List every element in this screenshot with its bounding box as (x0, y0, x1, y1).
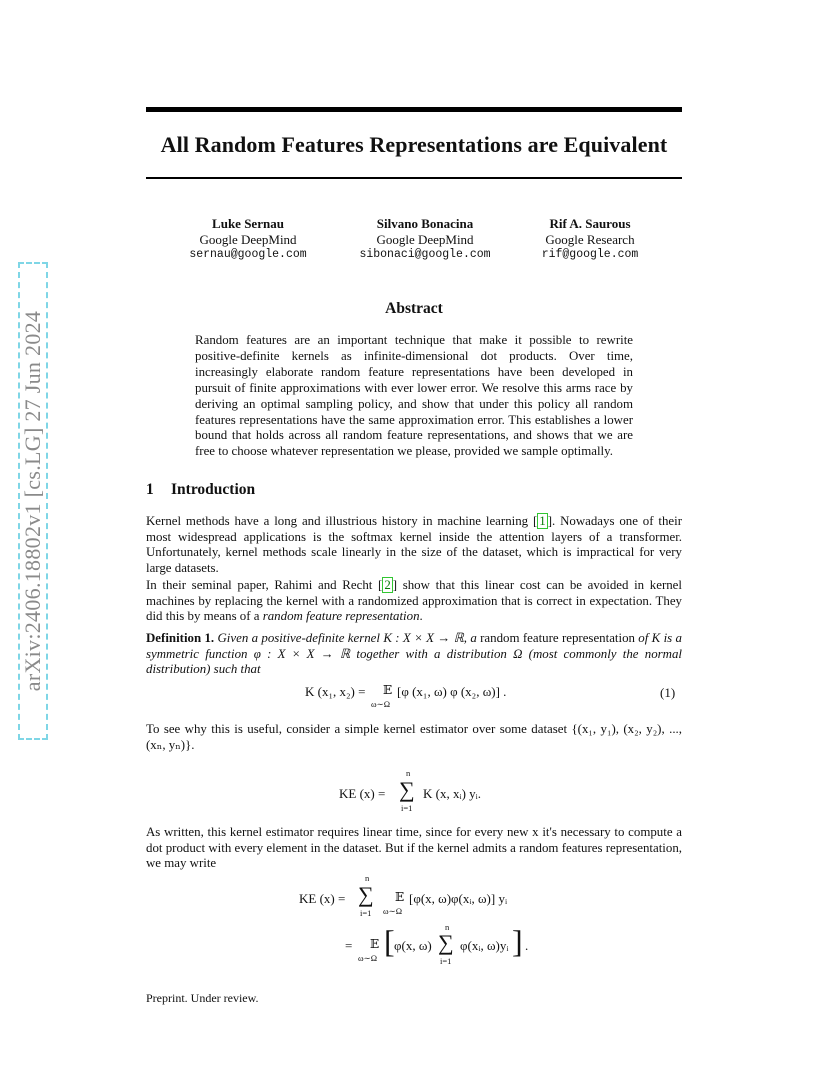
eq4-inner-b: φ(xᵢ, ω)yᵢ (460, 938, 509, 953)
author-email[interactable]: rif@google.com (541, 248, 639, 261)
eq1-rhs: [φ (x₁, ω) φ (x₂, ω)] . (397, 684, 507, 699)
eq3-sum-top: n (365, 873, 370, 883)
text-run: random feature representation (480, 631, 635, 645)
eq1-lhs: K (x₁, x₂) = (305, 684, 366, 699)
eq3-expectation: 𝔼 (395, 890, 405, 904)
author-name: Luke Sernau (212, 216, 284, 231)
eq3-lhs: KE (x) = (299, 891, 346, 906)
citation-link[interactable]: 2 (384, 578, 391, 592)
left-bracket: [ (384, 923, 395, 959)
text-run: ] show that this linear cost can be avoided in kernel machines by replacing the kernel with a randomized approximation that is correct in expectation. They did this by means of a (146, 578, 682, 624)
text-run: Kernel methods have a long and illustrious history in machine learning [ (146, 514, 538, 528)
summation-symbol: ∑ (399, 777, 415, 802)
summation-symbol: ∑ (358, 882, 374, 907)
author-2 (350, 216, 500, 263)
section-number: 1 (146, 481, 154, 498)
author-email[interactable]: sibonaci@google.com (359, 248, 491, 261)
eq4-subscript: ω∼Ω (358, 953, 378, 963)
equation-number: (1) (660, 685, 676, 700)
paper-title: All Random Features Representations are Equivalent (160, 132, 668, 157)
arxiv-stamp-text: arXiv:2406.18802v1 [cs.LG] 27 Jun 2024 (20, 310, 45, 692)
text-run: Given a positive-definite kernel K : X × X → ℝ, a (214, 631, 481, 645)
author-email[interactable]: sernau@google.com (189, 248, 307, 261)
author-affiliation: Google DeepMind (376, 231, 474, 247)
author-name: Rif A. Saurous (549, 216, 631, 231)
section-title: Introduction (171, 481, 256, 498)
paragraph-3: To see why this is useful, consider a simple kernel estimator over some dataset {(x₁, y₁), (x₂, y₂), ..., (xₙ, yₙ)}. (146, 722, 682, 752)
eq3-sum-bottom: i=1 (360, 908, 372, 918)
eq4-sum-top: n (445, 922, 450, 932)
author-name: Silvano Bonacina (376, 216, 474, 231)
paragraph-2 (146, 578, 682, 625)
author-3 (530, 216, 650, 263)
definition-1 (146, 631, 682, 678)
eq1-expectation: 𝔼 (383, 683, 393, 697)
author-affiliation: Google DeepMind (199, 231, 297, 247)
author-1 (183, 216, 313, 263)
text-run: ]. Nowadays one of their most widespread applications is the softmax kernel inside the attention layers of a transformer. Unfortunately, kernel methods scale linearly in the size of the dataset, which is impractical for very large datasets. (146, 514, 682, 575)
summation-symbol: ∑ (438, 930, 454, 955)
eq3-subscript: ω∼Ω (383, 906, 403, 916)
paragraph-4: As written, this kernel estimator requires linear time, since for every new x it's necessary to compute a dot product with every element in the dataset. But if the kernel admits a random features representation, we may write (146, 825, 682, 871)
text-run: In their seminal paper, Rahimi and Recht [ (146, 578, 383, 592)
preprint-note: Preprint. Under review. (146, 991, 259, 1005)
eq1-subscript: ω∼Ω (371, 699, 391, 709)
title-bottom-rule (146, 177, 682, 179)
text-run: . (419, 609, 423, 624)
right-bracket: ] (512, 923, 523, 959)
eq4-inner-a: φ(x, ω) (394, 938, 432, 953)
arxiv-stamp (18, 262, 48, 740)
eq2-lhs: KE (x) = (339, 786, 386, 801)
eq4-sum-bottom: i=1 (440, 956, 452, 966)
eq4-equals: = (345, 938, 353, 953)
eq2-rhs: K (x, xᵢ) yᵢ. (423, 786, 482, 801)
eq2-sum-top: n (406, 768, 411, 778)
citation-link[interactable]: 1 (539, 514, 546, 528)
title-top-rule (146, 107, 682, 112)
eq4-end: . (525, 938, 529, 953)
definition-label: Definition 1. (146, 631, 215, 645)
eq4-expectation: 𝔼 (370, 937, 380, 951)
eq3-rhs: [φ(x, ω)φ(xᵢ, ω)] yᵢ (409, 891, 508, 906)
text-run: random feature representation (262, 609, 420, 624)
eq2-sum-bottom: i=1 (401, 803, 413, 813)
abstract-text: Random features are an important technique that make it possible to rewrite positive-definite kernels as infinite-dimensional dot products. Over time, increasingly elaborate random feature representations have been developed in pursuit of finite approximations with ever lower error. We resolve this arms race by deriving an optimal sampling policy, and show that under this policy all random features representations have the same approximation error. This establishes a lower bound that holds across all random feature representations, and shows that we are free to choose whatever representation we please, provided we sample optimally. (195, 333, 633, 459)
author-affiliation: Google Research (545, 231, 635, 247)
text-run: of K is a symmetric function φ : X × X → ℝ together with a distribution Ω (most commonly the normal distribution) such that (146, 631, 682, 677)
paragraph-1 (146, 514, 682, 576)
abstract-heading: Abstract (385, 300, 443, 317)
section-heading (146, 481, 255, 499)
